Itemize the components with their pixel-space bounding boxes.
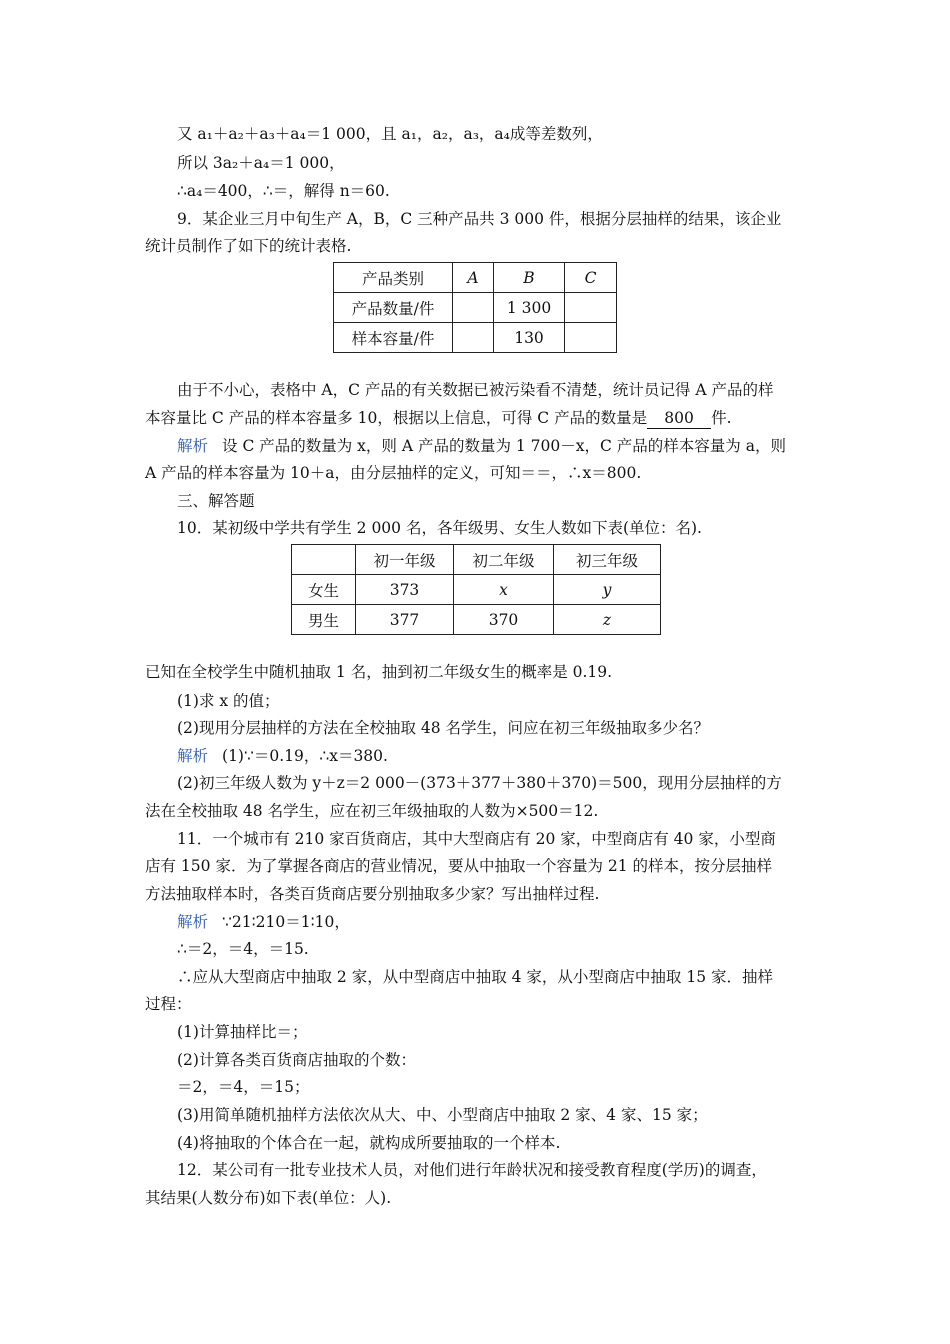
table-row (334, 293, 617, 323)
solution-11-line: (4)将抽取的个体合在一起，就构成所要抽取的一个样本. (177, 1134, 561, 1152)
solution-11-line (177, 912, 350, 932)
table-cell (292, 545, 356, 575)
table-cell: C (565, 263, 617, 293)
table-cell (453, 293, 494, 323)
table-cell: 产品数量/件 (334, 293, 453, 323)
solution-10-line (177, 746, 388, 766)
table-cell: 男生 (292, 605, 356, 635)
table-cell: y (554, 575, 661, 605)
table-cell: 130 (494, 323, 565, 353)
table-cell: A (453, 263, 494, 293)
question-9-line: 统计员制作了如下的统计表格. (145, 237, 352, 255)
question-9-line (145, 408, 732, 429)
table-cell: 女生 (292, 575, 356, 605)
solution-label: 解析 (177, 913, 209, 931)
solution-11-line: (1)计算抽样比＝； (177, 1023, 308, 1041)
solution-11-line: ∴应从大型商店中抽取 2 家，从中型商店中抽取 4 家，从小型商店中抽取 15 家．抽样 (177, 968, 774, 986)
table-cell (453, 323, 494, 353)
table-cell: 初一年级 (356, 545, 454, 575)
question-11-line: 方法抽取样本时，各类百货商店要分别抽取多少家？写出抽样过程. (145, 885, 600, 903)
solution-11-line: ＝2，＝4，＝15； (177, 1078, 310, 1096)
table-cell: 样本容量/件 (334, 323, 453, 353)
table-header-row (334, 263, 617, 293)
text-span: 件. (711, 409, 732, 427)
table-cell: 373 (356, 575, 454, 605)
table-cell: 377 (356, 605, 454, 635)
product-table (333, 262, 617, 353)
table-row (334, 323, 617, 353)
table-row (292, 575, 661, 605)
table-cell (565, 293, 617, 323)
table-cell: 初三年级 (554, 545, 661, 575)
question-11-line: 11．一个城市有 210 家百货商店，其中大型商店有 20 家，中型商店有 40 家，小型商 (177, 830, 776, 848)
question-9-line: 由于不小心，表格中 A，C 产品的有关数据已被污染看不清楚，统计员记得 A 产品的样 (177, 381, 774, 399)
question-10-line: (1)求 x 的值； (177, 692, 280, 710)
solution-11-line: (2)计算各类百货商店抽取的个数： (177, 1051, 416, 1069)
solution-11-line: (3)用简单随机抽样方法依次从大、中、小型商店中抽取 2 家、4 家、15 家； (177, 1106, 708, 1124)
solution-label: 解析 (177, 437, 209, 455)
answer-blank: 800 (647, 408, 711, 429)
question-12-line: 12．某公司有一批专业技术人员，对他们进行年龄状况和接受教育程度(学历)的调查， (177, 1161, 767, 1179)
question-9-line: 9．某企业三月中旬生产 A，B，C 三种产品共 3 000 件，根据分层抽样的结果，该企业 (177, 210, 782, 228)
table-cell: 370 (454, 605, 554, 635)
solution-11-line: 过程： (145, 995, 192, 1013)
question-11-line: 店有 150 家．为了掌握各商店的营业情况，要从中抽取一个容量为 21 的样本，按分层抽样 (145, 857, 773, 875)
table-cell: 1 300 (494, 293, 565, 323)
question-10-line: 10．某初级中学共有学生 2 000 名，各年级男、女生人数如下表(单位：名). (177, 519, 702, 537)
text-span: 本容量比 C 产品的样本容量多 10，根据以上信息，可得 C 产品的数量是 (145, 409, 648, 427)
text-line: 所以 3a₂＋a₄＝1 000， (177, 154, 345, 172)
solution-label: 解析 (177, 747, 209, 765)
table-cell: B (494, 263, 565, 293)
solution-9-line (177, 436, 786, 456)
text-span: ∵21∶210＝1∶10， (222, 913, 350, 931)
table-cell: 产品类别 (334, 263, 453, 293)
table-cell: x (454, 575, 554, 605)
solution-10-line: (2)初三年级人数为 y＋z＝2 000－(373＋377＋380＋370)＝500，现用分层抽样的方 (177, 774, 782, 792)
solution-10-line: 法在全校抽取 48 名学生，应在初三年级抽取的人数为×500＝12. (145, 802, 599, 820)
question-12-line: 其结果(人数分布)如下表(单位：人). (145, 1189, 392, 1207)
table-cell (565, 323, 617, 353)
student-table (291, 544, 661, 635)
section-heading: 三、解答题 (177, 492, 255, 510)
solution-9-line: A 产品的样本容量为 10＋a，由分层抽样的定义，可知＝＝，∴x＝800. (145, 464, 642, 482)
text-span: (1)∵＝0.19，∴x＝380. (222, 747, 388, 765)
question-10-line: 已知在全校学生中随机抽取 1 名，抽到初二年级女生的概率是 0.19. (145, 663, 613, 681)
table-cell: 初二年级 (454, 545, 554, 575)
text-line: 又 a₁＋a₂＋a₃＋a₄＝1 000，且 a₁，a₂，a₃，a₄成等差数列， (177, 125, 603, 143)
table-header-row (292, 545, 661, 575)
solution-11-line: ∴＝2，＝4，＝15. (177, 940, 309, 958)
question-10-line: (2)现用分层抽样的方法在全校抽取 48 名学生，问应在初三年级抽取多少名？ (177, 719, 710, 737)
table-row (292, 605, 661, 635)
table-cell: z (554, 605, 661, 635)
text-line: ∴a₄＝400，∴＝，解得 n＝60. (177, 182, 390, 200)
text-span: 设 C 产品的数量为 x，则 A 产品的数量为 1 700－x，C 产品的样本容量为 a，则 (222, 437, 786, 455)
